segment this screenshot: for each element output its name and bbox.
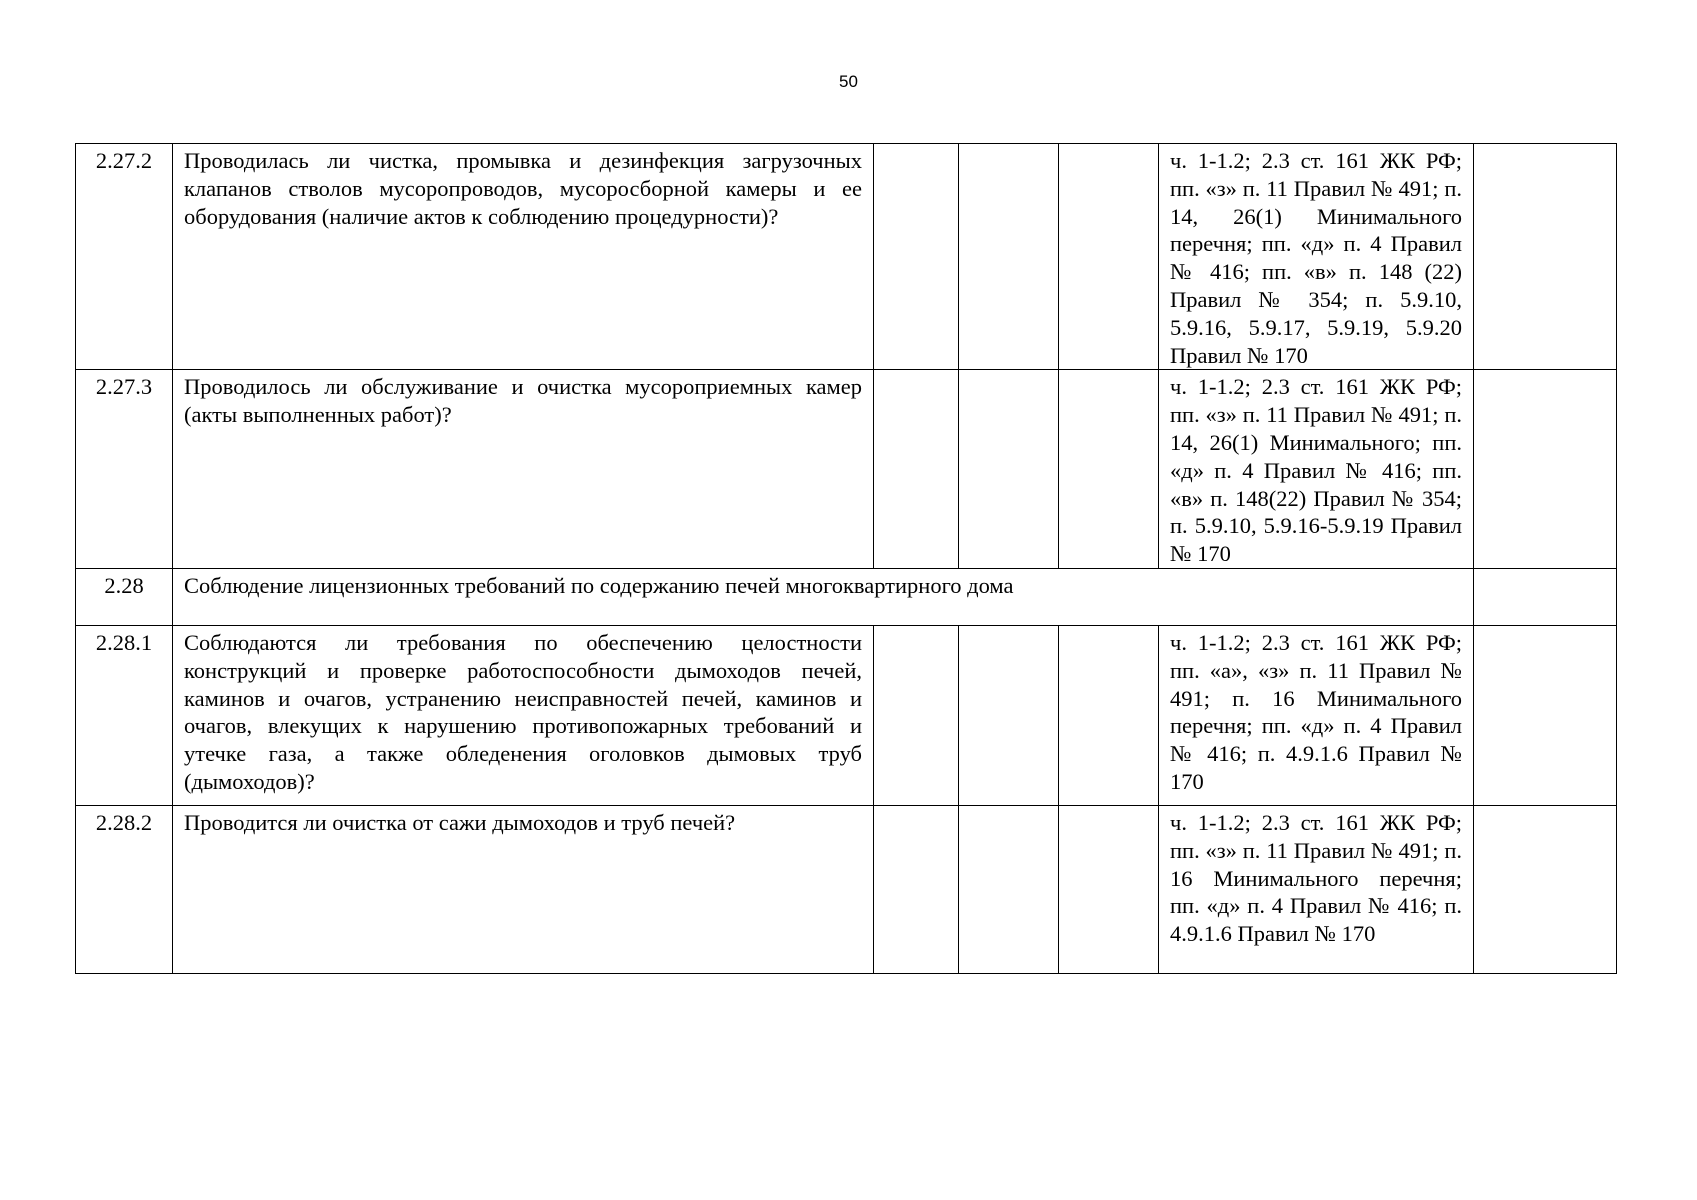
item-number: 2.28.1 [76, 625, 173, 805]
item-number: 2.27.3 [76, 370, 173, 569]
checklist-table [75, 143, 1617, 974]
section-number: 2.28 [76, 568, 173, 625]
answer-cell-no [959, 144, 1059, 370]
answer-cell-yes [874, 805, 959, 973]
answer-cell-yes [874, 144, 959, 370]
answer-cell-yes [874, 370, 959, 569]
answer-cell-na [1059, 805, 1159, 973]
notes-cell [1474, 144, 1617, 370]
legal-reference: ч. 1-1.2; 2.3 ст. 161 ЖК РФ; пп. «з» п. 11 Правил № 491; п. 16 Минимального перечня; пп. «д» п. 4 Правил № 416; п. 4.9.1.6 Правил № 170 [1159, 805, 1474, 973]
answer-cell-yes [874, 625, 959, 805]
question-text: Проводилась ли чистка, промывка и дезинфекция загрузочных клапанов стволов мусоропроводов, мусоросборной камеры и ее оборудования (наличие актов к соблюдению процедурности)? [173, 144, 874, 370]
notes-cell [1474, 625, 1617, 805]
legal-reference: ч. 1-1.2; 2.3 ст. 161 ЖК РФ; пп. «а», «з» п. 11 Правил № 491; п. 16 Минимального перечня; пп. «д» п. 4 Правил № 416; п. 4.9.1.6 Правил № 170 [1159, 625, 1474, 805]
answer-cell-na [1059, 144, 1159, 370]
notes-cell [1474, 805, 1617, 973]
answer-cell-na [1059, 370, 1159, 569]
legal-reference: ч. 1-1.2; 2.3 ст. 161 ЖК РФ; пп. «з» п. 11 Правил № 491; п. 14, 26(1) Минимального; пп. «д» п. 4 Правил № 416; пп. «в» п. 148(22) Правил № 354; п. 5.9.10, 5.9.16-5.9.19 Правил № 170 [1159, 370, 1474, 569]
table-row [76, 805, 1617, 973]
answer-cell-no [959, 625, 1059, 805]
item-number: 2.27.2 [76, 144, 173, 370]
question-text: Проводится ли очистка от сажи дымоходов и труб печей? [173, 805, 874, 973]
question-text: Проводилось ли обслуживание и очистка мусороприемных камер (акты выполненных работ)? [173, 370, 874, 569]
table-row [76, 144, 1617, 370]
notes-cell [1474, 370, 1617, 569]
section-title: Соблюдение лицензионных требований по содержанию печей многоквартирного дома [173, 568, 1474, 625]
answer-cell-na [1059, 625, 1159, 805]
answer-cell-no [959, 805, 1059, 973]
page-number: 50 [839, 72, 858, 91]
legal-reference: ч. 1-1.2; 2.3 ст. 161 ЖК РФ; пп. «з» п. 11 Правил № 491; п. 14, 26(1) Минимального перечня; пп. «д» п. 4 Правил № 416; пп. «в» п. 148 (22) Правил № 354; п. 5.9.10, 5.9.16, 5.9.17, 5.9.19, 5.9.20 Правил № 170 [1159, 144, 1474, 370]
question-text: Соблюдаются ли требования по обеспечению целостности конструкций и проверке работоспособности дымоходов печей, каминов и очагов, устранению неисправностей печей, каминов и очагов, влекущих к нарушению противопожарных требований и утечке газа, а также обледенения оголовков дымовых труб (дымоходов)? [173, 625, 874, 805]
answer-cell-no [959, 370, 1059, 569]
notes-cell [1474, 568, 1617, 625]
table-row [76, 370, 1617, 569]
item-number: 2.28.2 [76, 805, 173, 973]
table-row [76, 625, 1617, 805]
section-row [76, 568, 1617, 625]
